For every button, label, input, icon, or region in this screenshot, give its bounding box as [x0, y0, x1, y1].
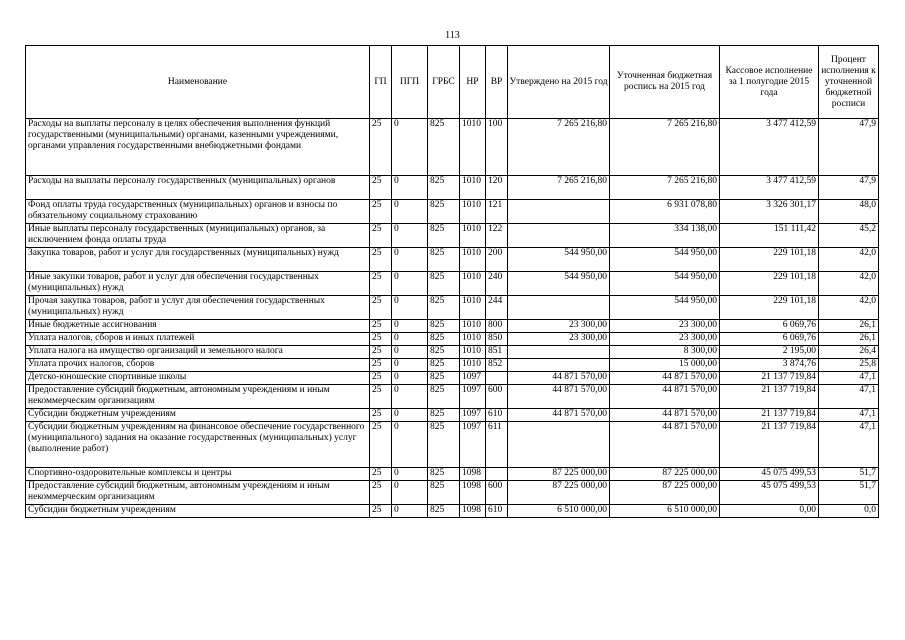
header-np: НР — [460, 46, 486, 119]
cell-grbs: 825 — [428, 200, 460, 224]
cell-np: 1010 — [460, 224, 486, 248]
cell-grbs: 825 — [428, 119, 460, 176]
cell-percent: 47,1 — [819, 372, 879, 385]
cell-vr: 122 — [486, 224, 508, 248]
cell-gp: 25 — [370, 176, 392, 200]
cell-gp: 25 — [370, 272, 392, 296]
cell-np: 1010 — [460, 333, 486, 346]
cell-approved: 6 510 000,00 — [508, 505, 610, 518]
cell-refined: 544 950,00 — [610, 272, 720, 296]
cell-np: 1010 — [460, 359, 486, 372]
cell-refined: 8 300,00 — [610, 346, 720, 359]
table-header-row — [26, 46, 879, 119]
cell-name: Уплата налогов, сборов и иных платежей — [26, 333, 370, 346]
cell-gp: 25 — [370, 346, 392, 359]
cell-cash: 229 101,18 — [720, 272, 819, 296]
cell-cash: 151 111,42 — [720, 224, 819, 248]
cell-approved: 87 225 000,00 — [508, 481, 610, 505]
cell-percent: 47,1 — [819, 422, 879, 468]
cell-cash: 3 874,76 — [720, 359, 819, 372]
table-row — [26, 481, 879, 505]
cell-percent: 42,0 — [819, 272, 879, 296]
cell-grbs: 825 — [428, 372, 460, 385]
header-approved: Утверждено на 2015 год — [508, 46, 610, 119]
cell-gp: 25 — [370, 359, 392, 372]
cell-np: 1010 — [460, 272, 486, 296]
cell-refined: 87 225 000,00 — [610, 481, 720, 505]
cell-refined: 6 510 000,00 — [610, 505, 720, 518]
cell-grbs: 825 — [428, 505, 460, 518]
cell-np: 1098 — [460, 468, 486, 481]
cell-np: 1010 — [460, 200, 486, 224]
cell-refined: 6 931 078,80 — [610, 200, 720, 224]
header-cash: Кассовое исполнение за 1 полугодие 2015 года — [720, 46, 819, 119]
cell-pgp: 0 — [392, 320, 428, 333]
cell-name: Субсидии бюджетным учреждениям — [26, 505, 370, 518]
cell-gp: 25 — [370, 372, 392, 385]
cell-vr: 200 — [486, 248, 508, 272]
cell-np: 1010 — [460, 119, 486, 176]
cell-pgp: 0 — [392, 176, 428, 200]
cell-name: Уплата налога на имущество организаций и земельного налога — [26, 346, 370, 359]
cell-vr — [486, 468, 508, 481]
cell-grbs: 825 — [428, 409, 460, 422]
cell-vr: 600 — [486, 481, 508, 505]
cell-pgp: 0 — [392, 119, 428, 176]
cell-cash: 3 477 412,59 — [720, 176, 819, 200]
cell-pgp: 0 — [392, 200, 428, 224]
cell-name: Предоставление субсидий бюджетным, автономным учреждениям и иным некоммерческим организациям — [26, 385, 370, 409]
cell-pgp: 0 — [392, 372, 428, 385]
budget-execution-table — [25, 45, 879, 518]
cell-gp: 25 — [370, 320, 392, 333]
cell-vr: 611 — [486, 422, 508, 468]
cell-vr: 850 — [486, 333, 508, 346]
cell-cash: 229 101,18 — [720, 248, 819, 272]
cell-cash: 45 075 499,53 — [720, 468, 819, 481]
cell-refined: 7 265 216,80 — [610, 176, 720, 200]
cell-name: Прочая закупка товаров, работ и услуг для обеспечения государственных (муниципальных) нужд — [26, 296, 370, 320]
cell-refined: 23 300,00 — [610, 333, 720, 346]
cell-grbs: 825 — [428, 176, 460, 200]
cell-refined: 544 950,00 — [610, 296, 720, 320]
header-pgp: ПГП — [392, 46, 428, 119]
cell-approved: 544 950,00 — [508, 272, 610, 296]
cell-approved — [508, 200, 610, 224]
cell-name: Уплата прочих налогов, сборов — [26, 359, 370, 372]
cell-approved — [508, 346, 610, 359]
cell-name: Спортивно-оздоровительные комплексы и центры — [26, 468, 370, 481]
header-percent: Процент исполнения к уточненной бюджетной росписи — [819, 46, 879, 119]
cell-cash: 0,00 — [720, 505, 819, 518]
cell-refined: 15 000,00 — [610, 359, 720, 372]
table-row — [26, 272, 879, 296]
cell-pgp: 0 — [392, 481, 428, 505]
cell-refined: 23 300,00 — [610, 320, 720, 333]
cell-vr: 244 — [486, 296, 508, 320]
table-row — [26, 359, 879, 372]
cell-approved: 87 225 000,00 — [508, 468, 610, 481]
cell-vr: 600 — [486, 385, 508, 409]
cell-grbs: 825 — [428, 333, 460, 346]
cell-percent: 26,1 — [819, 333, 879, 346]
header-gp: ГП — [370, 46, 392, 119]
cell-np: 1098 — [460, 505, 486, 518]
cell-gp: 25 — [370, 422, 392, 468]
cell-percent: 45,2 — [819, 224, 879, 248]
cell-gp: 25 — [370, 385, 392, 409]
cell-refined: 44 871 570,00 — [610, 422, 720, 468]
cell-percent: 42,0 — [819, 248, 879, 272]
cell-pgp: 0 — [392, 248, 428, 272]
header-refined: Уточненная бюджетная роспись на 2015 год — [610, 46, 720, 119]
cell-refined: 544 950,00 — [610, 248, 720, 272]
cell-grbs: 825 — [428, 346, 460, 359]
cell-percent: 0,0 — [819, 505, 879, 518]
cell-refined: 44 871 570,00 — [610, 409, 720, 422]
cell-grbs: 825 — [428, 468, 460, 481]
cell-np: 1097 — [460, 422, 486, 468]
cell-name: Расходы на выплаты персоналу в целях обеспечения выполнения функций государственными (муниципальными) органами, казенными учреждениями, органами управления государственными внебюджетными фондами — [26, 119, 370, 176]
cell-np: 1098 — [460, 481, 486, 505]
cell-pgp: 0 — [392, 409, 428, 422]
cell-gp: 25 — [370, 296, 392, 320]
cell-name: Иные бюджетные ассигнования — [26, 320, 370, 333]
table-row — [26, 385, 879, 409]
header-grbs: ГРБС — [428, 46, 460, 119]
table-row — [26, 346, 879, 359]
cell-name: Субсидии бюджетным учреждениям на финансовое обеспечение государственного (муниципального) задания на оказание государственных (муниципальных) услуг (выполнение работ) — [26, 422, 370, 468]
cell-grbs: 825 — [428, 385, 460, 409]
cell-vr: 121 — [486, 200, 508, 224]
cell-vr: 100 — [486, 119, 508, 176]
cell-np: 1097 — [460, 385, 486, 409]
cell-gp: 25 — [370, 248, 392, 272]
table-row — [26, 176, 879, 200]
cell-refined: 44 871 570,00 — [610, 385, 720, 409]
cell-gp: 25 — [370, 200, 392, 224]
header-name: Наименование — [26, 46, 370, 119]
cell-percent: 48,0 — [819, 200, 879, 224]
cell-cash: 6 069,76 — [720, 333, 819, 346]
cell-vr: 120 — [486, 176, 508, 200]
cell-approved — [508, 422, 610, 468]
cell-refined: 7 265 216,80 — [610, 119, 720, 176]
cell-cash: 2 195,00 — [720, 346, 819, 359]
cell-grbs: 825 — [428, 296, 460, 320]
cell-cash: 21 137 719,84 — [720, 385, 819, 409]
cell-gp: 25 — [370, 333, 392, 346]
cell-pgp: 0 — [392, 505, 428, 518]
cell-np: 1010 — [460, 176, 486, 200]
cell-approved: 44 871 570,00 — [508, 385, 610, 409]
cell-np: 1010 — [460, 320, 486, 333]
cell-percent: 26,4 — [819, 346, 879, 359]
cell-cash: 21 137 719,84 — [720, 422, 819, 468]
cell-np: 1010 — [460, 346, 486, 359]
table-row — [26, 320, 879, 333]
cell-name: Расходы на выплаты персоналу государственных (муниципальных) органов — [26, 176, 370, 200]
cell-approved: 544 950,00 — [508, 248, 610, 272]
cell-percent: 47,9 — [819, 176, 879, 200]
table-row — [26, 119, 879, 176]
table-row — [26, 409, 879, 422]
cell-vr: 240 — [486, 272, 508, 296]
cell-cash: 3 477 412,59 — [720, 119, 819, 176]
cell-percent: 51,7 — [819, 468, 879, 481]
cell-np: 1010 — [460, 248, 486, 272]
cell-gp: 25 — [370, 409, 392, 422]
cell-cash: 45 075 499,53 — [720, 481, 819, 505]
cell-grbs: 825 — [428, 320, 460, 333]
cell-vr: 800 — [486, 320, 508, 333]
cell-name: Детско-юношеские спортивные школы — [26, 372, 370, 385]
cell-np: 1010 — [460, 296, 486, 320]
cell-pgp: 0 — [392, 359, 428, 372]
table-row — [26, 296, 879, 320]
cell-gp: 25 — [370, 224, 392, 248]
cell-refined: 87 225 000,00 — [610, 468, 720, 481]
cell-grbs: 825 — [428, 248, 460, 272]
cell-pgp: 0 — [392, 224, 428, 248]
table-row — [26, 333, 879, 346]
table-row — [26, 200, 879, 224]
cell-approved: 23 300,00 — [508, 333, 610, 346]
cell-approved: 7 265 216,80 — [508, 176, 610, 200]
cell-cash: 3 326 301,17 — [720, 200, 819, 224]
cell-cash: 229 101,18 — [720, 296, 819, 320]
cell-np: 1097 — [460, 409, 486, 422]
cell-name: Предоставление субсидий бюджетным, автономным учреждениям и иным некоммерческим организациям — [26, 481, 370, 505]
table-row — [26, 468, 879, 481]
cell-approved — [508, 296, 610, 320]
cell-name: Фонд оплаты труда государственных (муниципальных) органов и взносы по обязательному социальному страхованию — [26, 200, 370, 224]
cell-name: Иные выплаты персоналу государственных (муниципальных) органов, за исключением фонда оплаты труда — [26, 224, 370, 248]
table-row — [26, 505, 879, 518]
header-vr: ВР — [486, 46, 508, 119]
cell-vr: 610 — [486, 409, 508, 422]
cell-vr — [486, 372, 508, 385]
cell-gp: 25 — [370, 481, 392, 505]
cell-cash: 6 069,76 — [720, 320, 819, 333]
cell-np: 1097 — [460, 372, 486, 385]
page-number: 113 — [445, 30, 460, 41]
cell-percent: 25,8 — [819, 359, 879, 372]
cell-cash: 21 137 719,84 — [720, 372, 819, 385]
cell-name: Субсидии бюджетным учреждениям — [26, 409, 370, 422]
cell-grbs: 825 — [428, 481, 460, 505]
cell-grbs: 825 — [428, 224, 460, 248]
table-row — [26, 372, 879, 385]
cell-pgp: 0 — [392, 468, 428, 481]
cell-vr: 851 — [486, 346, 508, 359]
cell-pgp: 0 — [392, 272, 428, 296]
cell-percent: 47,1 — [819, 409, 879, 422]
cell-pgp: 0 — [392, 385, 428, 409]
cell-pgp: 0 — [392, 333, 428, 346]
cell-pgp: 0 — [392, 296, 428, 320]
table-row — [26, 224, 879, 248]
cell-name: Иные закупки товаров, работ и услуг для обеспечения государственных (муниципальных) нужд — [26, 272, 370, 296]
cell-approved — [508, 224, 610, 248]
cell-approved: 44 871 570,00 — [508, 372, 610, 385]
cell-gp: 25 — [370, 505, 392, 518]
cell-percent: 47,1 — [819, 385, 879, 409]
cell-refined: 334 138,00 — [610, 224, 720, 248]
cell-pgp: 0 — [392, 422, 428, 468]
cell-grbs: 825 — [428, 359, 460, 372]
cell-grbs: 825 — [428, 422, 460, 468]
cell-cash: 21 137 719,84 — [720, 409, 819, 422]
cell-grbs: 825 — [428, 272, 460, 296]
cell-percent: 51,7 — [819, 481, 879, 505]
cell-percent: 47,9 — [819, 119, 879, 176]
cell-gp: 25 — [370, 119, 392, 176]
cell-percent: 42,0 — [819, 296, 879, 320]
table-row — [26, 248, 879, 272]
table-row — [26, 422, 879, 468]
cell-approved: 44 871 570,00 — [508, 409, 610, 422]
cell-approved: 7 265 216,80 — [508, 119, 610, 176]
cell-approved: 23 300,00 — [508, 320, 610, 333]
cell-refined: 44 871 570,00 — [610, 372, 720, 385]
cell-vr: 852 — [486, 359, 508, 372]
cell-gp: 25 — [370, 468, 392, 481]
cell-pgp: 0 — [392, 346, 428, 359]
cell-approved — [508, 359, 610, 372]
cell-name: Закупка товаров, работ и услуг для государственных (муниципальных) нужд — [26, 248, 370, 272]
cell-vr: 610 — [486, 505, 508, 518]
cell-percent: 26,1 — [819, 320, 879, 333]
